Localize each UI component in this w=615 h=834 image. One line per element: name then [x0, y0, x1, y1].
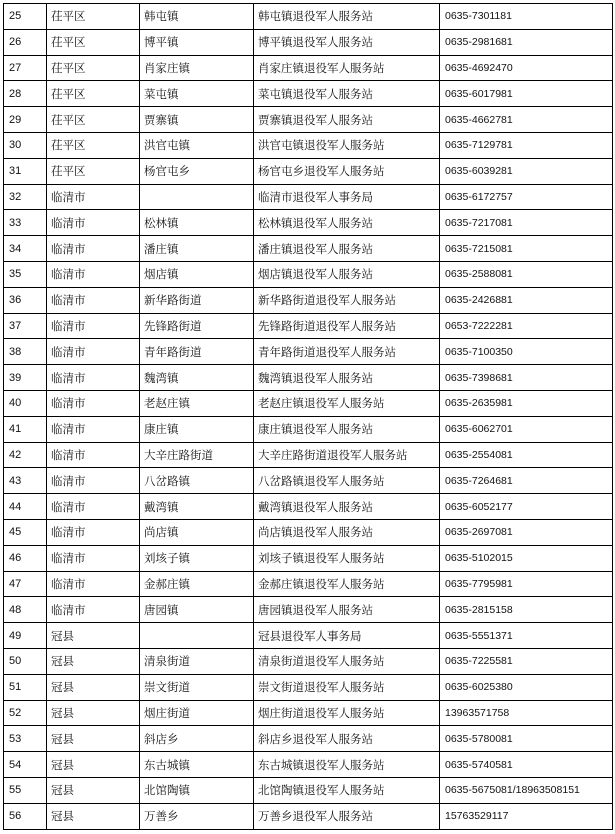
town-cell: 八岔路镇 [140, 468, 254, 494]
station-name-cell: 大辛庄路街道退役军人服务站 [254, 442, 440, 468]
phone-cell: 0635-5551371 [440, 623, 613, 649]
table-row [4, 545, 613, 571]
town-cell [140, 623, 254, 649]
town-cell: 崇文街道 [140, 674, 254, 700]
station-name-cell: 北馆陶镇退役军人服务站 [254, 777, 440, 803]
table-row [4, 287, 613, 313]
station-name-cell: 八岔路镇退役军人服务站 [254, 468, 440, 494]
table-row [4, 623, 613, 649]
row-number-cell: 53 [4, 726, 47, 752]
row-number-cell: 31 [4, 158, 47, 184]
town-cell: 肖家庄镇 [140, 55, 254, 81]
district-cell: 茌平区 [47, 29, 140, 55]
table-row [4, 442, 613, 468]
phone-cell: 0635-7795981 [440, 571, 613, 597]
phone-cell: 0635-7100350 [440, 339, 613, 365]
phone-cell: 0635-2981681 [440, 29, 613, 55]
phone-cell: 0635-5102015 [440, 545, 613, 571]
district-cell: 冠县 [47, 777, 140, 803]
table-row [4, 752, 613, 778]
town-cell: 潘庄镇 [140, 236, 254, 262]
station-name-cell: 刘垓子镇退役军人服务站 [254, 545, 440, 571]
table-row [4, 726, 613, 752]
district-cell: 茌平区 [47, 107, 140, 133]
station-name-cell: 新华路街道退役军人服务站 [254, 287, 440, 313]
station-name-cell: 洪官屯镇退役军人服务站 [254, 132, 440, 158]
town-cell: 清泉街道 [140, 648, 254, 674]
row-number-cell: 45 [4, 519, 47, 545]
town-cell: 万善乡 [140, 803, 254, 829]
table-row [4, 107, 613, 133]
table-row [4, 648, 613, 674]
district-cell: 冠县 [47, 700, 140, 726]
phone-cell: 0635-7225581 [440, 648, 613, 674]
table-row [4, 4, 613, 30]
district-cell: 临清市 [47, 390, 140, 416]
row-number-cell: 39 [4, 365, 47, 391]
row-number-cell: 40 [4, 390, 47, 416]
phone-cell: 0635-6172757 [440, 184, 613, 210]
phone-cell: 0635-5780081 [440, 726, 613, 752]
station-name-cell: 东古城镇退役军人服务站 [254, 752, 440, 778]
phone-cell: 0635-2426881 [440, 287, 613, 313]
station-name-cell: 斜店乡退役军人服务站 [254, 726, 440, 752]
table-row [4, 261, 613, 287]
district-cell: 茌平区 [47, 55, 140, 81]
phone-cell: 0635-2697081 [440, 519, 613, 545]
station-name-cell: 崇文街道退役军人服务站 [254, 674, 440, 700]
district-cell: 茌平区 [47, 132, 140, 158]
town-cell: 东古城镇 [140, 752, 254, 778]
station-name-cell: 青年路街道退役军人服务站 [254, 339, 440, 365]
district-cell: 临清市 [47, 313, 140, 339]
town-cell: 松林镇 [140, 210, 254, 236]
row-number-cell: 54 [4, 752, 47, 778]
district-cell: 冠县 [47, 726, 140, 752]
row-number-cell: 37 [4, 313, 47, 339]
phone-cell: 0635-7215081 [440, 236, 613, 262]
town-cell: 新华路街道 [140, 287, 254, 313]
station-name-cell: 韩屯镇退役军人服务站 [254, 4, 440, 30]
district-cell: 临清市 [47, 597, 140, 623]
row-number-cell: 52 [4, 700, 47, 726]
district-cell: 临清市 [47, 261, 140, 287]
row-number-cell: 30 [4, 132, 47, 158]
district-cell: 茌平区 [47, 158, 140, 184]
district-cell: 临清市 [47, 236, 140, 262]
station-name-cell: 潘庄镇退役军人服务站 [254, 236, 440, 262]
phone-cell: 0653-7222281 [440, 313, 613, 339]
town-cell: 韩屯镇 [140, 4, 254, 30]
table-row [4, 494, 613, 520]
town-cell: 烟庄街道 [140, 700, 254, 726]
table-row [4, 803, 613, 829]
table-row [4, 390, 613, 416]
row-number-cell: 42 [4, 442, 47, 468]
district-cell: 茌平区 [47, 4, 140, 30]
town-cell: 魏湾镇 [140, 365, 254, 391]
phone-cell: 0635-2635981 [440, 390, 613, 416]
station-name-cell: 松林镇退役军人服务站 [254, 210, 440, 236]
town-cell: 大辛庄路街道 [140, 442, 254, 468]
district-cell: 冠县 [47, 674, 140, 700]
row-number-cell: 47 [4, 571, 47, 597]
phone-cell: 0635-7264681 [440, 468, 613, 494]
station-name-cell: 尚店镇退役军人服务站 [254, 519, 440, 545]
town-cell: 杨官屯乡 [140, 158, 254, 184]
station-name-cell: 万善乡退役军人服务站 [254, 803, 440, 829]
phone-cell: 0635-6052177 [440, 494, 613, 520]
row-number-cell: 25 [4, 4, 47, 30]
phone-cell: 0635-6017981 [440, 81, 613, 107]
table-row [4, 339, 613, 365]
phone-cell: 0635-6025380 [440, 674, 613, 700]
town-cell: 尚店镇 [140, 519, 254, 545]
station-name-cell: 清泉街道退役军人服务站 [254, 648, 440, 674]
district-cell: 冠县 [47, 752, 140, 778]
phone-cell: 0635-4662781 [440, 107, 613, 133]
town-cell: 北馆陶镇 [140, 777, 254, 803]
district-cell: 临清市 [47, 519, 140, 545]
station-name-cell: 烟店镇退役军人服务站 [254, 261, 440, 287]
phone-cell: 0635-2588081 [440, 261, 613, 287]
phone-cell: 0635-6039281 [440, 158, 613, 184]
district-cell: 临清市 [47, 442, 140, 468]
table-row [4, 158, 613, 184]
table-row [4, 132, 613, 158]
service-station-table [3, 3, 613, 830]
phone-cell: 0635-7217081 [440, 210, 613, 236]
town-cell: 戴湾镇 [140, 494, 254, 520]
table-row [4, 777, 613, 803]
table-row [4, 210, 613, 236]
phone-cell: 0635-2815158 [440, 597, 613, 623]
phone-cell: 0635-6062701 [440, 416, 613, 442]
station-name-cell: 先锋路街道退役军人服务站 [254, 313, 440, 339]
town-cell: 洪官屯镇 [140, 132, 254, 158]
town-cell: 青年路街道 [140, 339, 254, 365]
phone-cell: 0635-4692470 [440, 55, 613, 81]
table-row [4, 571, 613, 597]
district-cell: 临清市 [47, 468, 140, 494]
phone-cell: 0635-5675081/18963508151 [440, 777, 613, 803]
row-number-cell: 55 [4, 777, 47, 803]
station-name-cell: 菜屯镇退役军人服务站 [254, 81, 440, 107]
row-number-cell: 48 [4, 597, 47, 623]
table-row [4, 597, 613, 623]
town-cell: 菜屯镇 [140, 81, 254, 107]
town-cell: 斜店乡 [140, 726, 254, 752]
table-row [4, 365, 613, 391]
phone-cell: 15763529117 [440, 803, 613, 829]
district-cell: 临清市 [47, 571, 140, 597]
row-number-cell: 34 [4, 236, 47, 262]
town-cell: 老赵庄镇 [140, 390, 254, 416]
row-number-cell: 35 [4, 261, 47, 287]
row-number-cell: 49 [4, 623, 47, 649]
row-number-cell: 26 [4, 29, 47, 55]
station-name-cell: 肖家庄镇退役军人服务站 [254, 55, 440, 81]
row-number-cell: 36 [4, 287, 47, 313]
town-cell: 刘垓子镇 [140, 545, 254, 571]
row-number-cell: 38 [4, 339, 47, 365]
table-row [4, 236, 613, 262]
district-cell: 临清市 [47, 210, 140, 236]
town-cell [140, 184, 254, 210]
phone-cell: 0635-5740581 [440, 752, 613, 778]
phone-cell: 13963571758 [440, 700, 613, 726]
station-name-cell: 魏湾镇退役军人服务站 [254, 365, 440, 391]
table-row [4, 416, 613, 442]
station-name-cell: 临清市退役军人事务局 [254, 184, 440, 210]
district-cell: 冠县 [47, 623, 140, 649]
district-cell: 茌平区 [47, 81, 140, 107]
phone-cell: 0635-2554081 [440, 442, 613, 468]
row-number-cell: 33 [4, 210, 47, 236]
table-body [4, 4, 613, 830]
row-number-cell: 46 [4, 545, 47, 571]
phone-cell: 0635-7398681 [440, 365, 613, 391]
town-cell: 金郝庄镇 [140, 571, 254, 597]
table-row [4, 468, 613, 494]
table-row [4, 700, 613, 726]
town-cell: 博平镇 [140, 29, 254, 55]
station-name-cell: 康庄镇退役军人服务站 [254, 416, 440, 442]
row-number-cell: 32 [4, 184, 47, 210]
district-cell: 临清市 [47, 339, 140, 365]
table-row [4, 29, 613, 55]
town-cell: 唐园镇 [140, 597, 254, 623]
district-cell: 冠县 [47, 803, 140, 829]
town-cell: 贾寨镇 [140, 107, 254, 133]
station-name-cell: 贾寨镇退役军人服务站 [254, 107, 440, 133]
table-row [4, 674, 613, 700]
district-cell: 临清市 [47, 545, 140, 571]
row-number-cell: 28 [4, 81, 47, 107]
row-number-cell: 41 [4, 416, 47, 442]
phone-cell: 0635-7129781 [440, 132, 613, 158]
station-name-cell: 冠县退役军人事务局 [254, 623, 440, 649]
table-row [4, 313, 613, 339]
row-number-cell: 50 [4, 648, 47, 674]
row-number-cell: 51 [4, 674, 47, 700]
town-cell: 康庄镇 [140, 416, 254, 442]
station-name-cell: 烟庄街道退役军人服务站 [254, 700, 440, 726]
district-cell: 临清市 [47, 494, 140, 520]
station-name-cell: 戴湾镇退役军人服务站 [254, 494, 440, 520]
town-cell: 先锋路街道 [140, 313, 254, 339]
district-cell: 临清市 [47, 184, 140, 210]
district-cell: 临清市 [47, 287, 140, 313]
town-cell: 烟店镇 [140, 261, 254, 287]
station-name-cell: 唐园镇退役军人服务站 [254, 597, 440, 623]
district-cell: 临清市 [47, 416, 140, 442]
district-cell: 冠县 [47, 648, 140, 674]
row-number-cell: 43 [4, 468, 47, 494]
table-row [4, 519, 613, 545]
row-number-cell: 56 [4, 803, 47, 829]
station-name-cell: 博平镇退役军人服务站 [254, 29, 440, 55]
table-row [4, 81, 613, 107]
phone-cell: 0635-7301181 [440, 4, 613, 30]
table-row [4, 184, 613, 210]
station-name-cell: 老赵庄镇退役军人服务站 [254, 390, 440, 416]
station-name-cell: 金郝庄镇退役军人服务站 [254, 571, 440, 597]
row-number-cell: 27 [4, 55, 47, 81]
district-cell: 临清市 [47, 365, 140, 391]
row-number-cell: 44 [4, 494, 47, 520]
row-number-cell: 29 [4, 107, 47, 133]
station-name-cell: 杨官屯乡退役军人服务站 [254, 158, 440, 184]
table-row [4, 55, 613, 81]
